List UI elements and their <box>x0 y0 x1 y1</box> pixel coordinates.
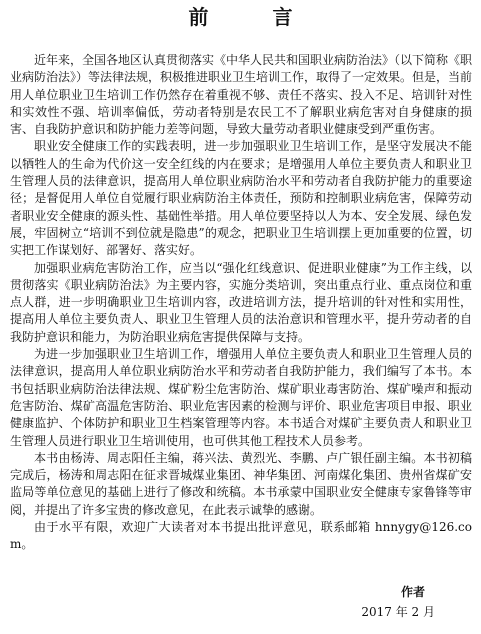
paragraph-authors: 本书由杨涛、周志阳任主编，蒋兴法、黄烈光、李鹏、卢广银任副主编。本书初稿完成后，杨涛和周志阳在征求晋城煤业集团、神华集团、河南煤化集团、贵州省煤矿安监局等单位意见的基础上进行了修改和统稿。本书承蒙中国职业安全健康专家鲁锋等审阅，并提出了许多宝贵的修改意见，在此表示诚挚的感谢。 <box>10 450 472 517</box>
paragraph-practice: 职业安全健康工作的实践表明，进一步加强职业卫生培训工作，是坚守发展决不能以牺牲人的生命为代价这一安全红线的内在要求；是增强用人单位主要负责人和职业卫生管理人员的法律意识，提高用人单位职业病防治水平和劳动者自我防护能力的重要途径；是督促用人单位自觉履行职业病防治主体责任，预防和控制职业病危害，保障劳动者职业安全健康的源头性、基础性举措。用人单位要坚持以人为本、安全发展、绿色发展，牢固树立“培训不到位就是隐患”的观念，把职业卫生培训摆上更加重要的位置，切实把工作谋划好、部署好、落实好。 <box>10 139 472 258</box>
page-title: 前 言 <box>188 5 315 29</box>
paragraph-book-content: 为进一步加强职业卫生培训工作，增强用人单位主要负责人和职业卫生管理人员的法律意识，提高用人单位职业病防治水平和劳动者自我防护能力，我们编写了本书。本书包括职业病防治法律法规、煤矿粉尘危害防治、煤矿职业毒害防治、煤矿噪声和振动危害防治、煤矿高温危害防治、职业危害因素的检测与评价、职业危害项目申报、职业健康监护、个体防护和职业卫生档案管理等内容。本书适合对煤矿主要负责人和职业卫生管理人员进行职业卫生培训使用，也可供其他工程技术人员参考。 <box>10 347 472 448</box>
preface-body <box>10 52 472 554</box>
paragraph-approach: 加强职业病危害防治工作，应当以“强化红线意识、促进职业健康”为工作主线，以贯彻落实《职业病防治法》为主要内容，实施分类培训，突出重点行业、重点岗位和重点人群，进一步明确职业卫生培训内容，改进培训方法，提升培训的针对性和实用性，提高用人单位主要负责人、职业卫生管理人员的法治意识和管理水平，提升劳动者的自我防护意识和能力，为防治职业病危害提供保障与支持。 <box>10 260 472 344</box>
author-signature: 作者 <box>400 585 425 599</box>
paragraph-feedback: 由于水平有限，欢迎广大读者对本书提出批评意见，联系邮箱 hnnygy@126.com。 <box>10 520 472 552</box>
preface-date: 2017 年 2 月 <box>361 605 435 619</box>
paragraph-intro: 近年来，全国各地区认真贯彻落实《中华人民共和国职业病防治法》（以下简称《职业病防治法》）等法律法规，积极推进职业卫生培训工作，取得了一定效果。但是，当前用人单位职业卫生培训工作仍然存在着重视不够、责任不落实、投入不足、培训针对性和实效性不强、培训率偏低，劳动者特别是农民工不了解职业病危害对自身健康的损害、自我防护意识和防护能力差等问题，导致大量劳动者职业健康受到严重伤害。 <box>10 53 473 137</box>
